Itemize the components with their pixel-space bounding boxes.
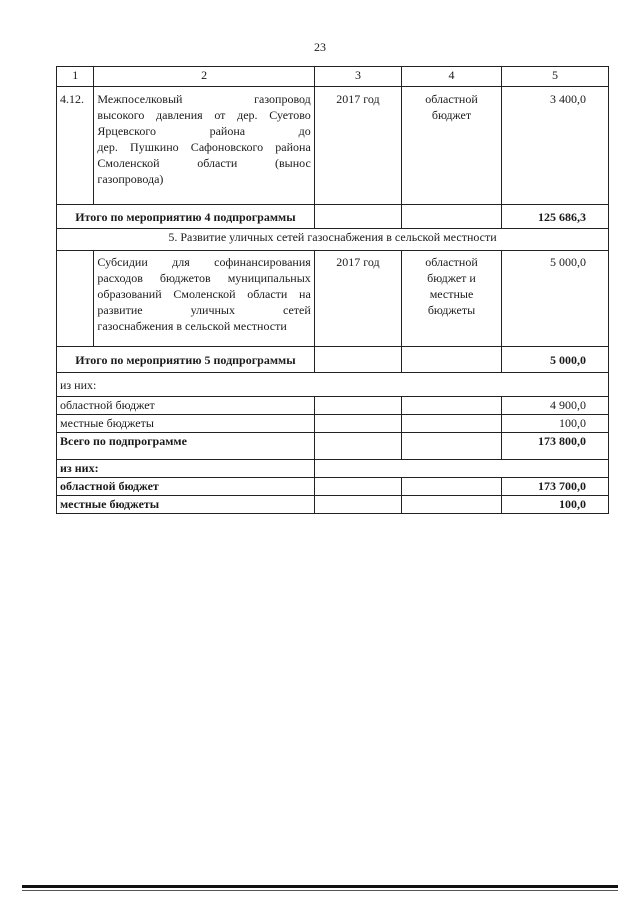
funding-source-cell: областной бюджет	[402, 87, 502, 205]
description-line: Субсидии для софинансирования	[97, 255, 311, 269]
activity-description	[94, 251, 314, 347]
activity-description	[94, 87, 314, 205]
empty-cell	[314, 478, 401, 496]
table-row	[57, 251, 609, 347]
header-cell: 4	[402, 67, 502, 87]
header-cell: 2	[94, 67, 314, 87]
empty-cell	[402, 433, 502, 460]
total-label: Итого по мероприятию 4 подпрограммы	[57, 205, 315, 229]
row-number: 4.12.	[57, 87, 94, 205]
of-which-row	[57, 460, 609, 478]
description-line: расходов бюджетов муниципальных	[97, 271, 311, 285]
empty-cell	[402, 496, 502, 514]
empty-cell	[402, 347, 502, 373]
of-which-row	[57, 373, 609, 397]
empty-cell	[314, 415, 401, 433]
grand-total-row	[57, 433, 609, 460]
year-cell: 2017 год	[314, 251, 401, 347]
empty-cell	[402, 397, 502, 415]
breakdown-amount: 100,0	[501, 415, 608, 433]
description-line: Ярцевского района до	[97, 124, 311, 138]
empty-cell	[314, 205, 401, 229]
empty-cell	[314, 460, 608, 478]
description-line: Межпоселковый газопровод	[97, 92, 311, 106]
grand-breakdown-label: областной бюджет	[57, 478, 315, 496]
grand-breakdown-label: местные бюджеты	[57, 496, 315, 514]
empty-cell	[402, 415, 502, 433]
budget-table	[56, 66, 609, 514]
section-title-row	[57, 229, 609, 251]
funding-source-cell	[402, 251, 502, 347]
empty-cell	[314, 433, 401, 460]
description-line: дер. Пушкино Сафоновского района	[97, 140, 311, 154]
empty-cell	[314, 347, 401, 373]
breakdown-row	[57, 397, 609, 415]
empty-cell	[314, 397, 401, 415]
source-line: бюджеты	[427, 303, 476, 317]
description-line: развитие уличных сетей	[97, 303, 311, 317]
total-amount: 125 686,3	[501, 205, 608, 229]
of-which-label: из них:	[57, 460, 315, 478]
bottom-rule	[22, 885, 618, 888]
row-number	[57, 251, 94, 347]
breakdown-row	[57, 415, 609, 433]
total-row	[57, 205, 609, 229]
amount-cell: 5 000,0	[501, 251, 608, 347]
total-amount: 5 000,0	[501, 347, 608, 373]
description-line: газопровода)	[97, 172, 164, 186]
table-row	[57, 87, 609, 205]
grand-breakdown-amount: 100,0	[501, 496, 608, 514]
description-line: образований Смоленской области на	[97, 287, 311, 301]
empty-cell	[314, 496, 401, 514]
page-number: 23	[314, 40, 326, 54]
description-line: газоснабжения в сельской местности	[97, 319, 287, 333]
breakdown-label: местные бюджеты	[57, 415, 315, 433]
empty-cell	[402, 478, 502, 496]
of-which-label: из них:	[57, 373, 609, 397]
header-cell: 1	[57, 67, 94, 87]
bottom-rule-thin	[22, 890, 618, 891]
grand-total-amount: 173 800,0	[501, 433, 608, 460]
section-title: 5. Развитие уличных сетей газоснабжения в сельской местности	[57, 229, 609, 251]
year-cell: 2017 год	[314, 87, 401, 205]
breakdown-label: областной бюджет	[57, 397, 315, 415]
header-cell: 5	[501, 67, 608, 87]
total-row	[57, 347, 609, 373]
breakdown-amount: 4 900,0	[501, 397, 608, 415]
source-line: областной	[425, 255, 478, 269]
table-header-row	[57, 67, 609, 87]
description-line: Смоленской области (вынос	[97, 156, 311, 170]
source-line: бюджет и	[427, 271, 476, 285]
empty-cell	[402, 205, 502, 229]
source-line: местные	[429, 287, 474, 301]
description-line: высокого давления от дер. Суетово	[97, 108, 311, 122]
grand-breakdown-row	[57, 478, 609, 496]
grand-breakdown-row	[57, 496, 609, 514]
grand-breakdown-amount: 173 700,0	[501, 478, 608, 496]
amount-cell: 3 400,0	[501, 87, 608, 205]
total-label: Итого по мероприятию 5 подпрограммы	[57, 347, 315, 373]
grand-total-label: Всего по подпрограмме	[57, 433, 315, 460]
header-cell: 3	[314, 67, 401, 87]
